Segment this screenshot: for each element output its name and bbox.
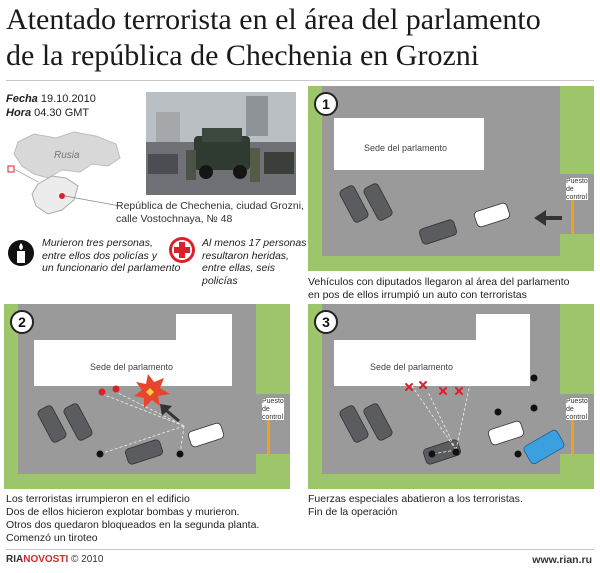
- panel-3: [308, 304, 594, 489]
- checkpoint-label-line: control: [566, 194, 588, 201]
- red-cross-icon: [168, 236, 196, 264]
- checkpoint-label: [262, 398, 284, 422]
- injured-stat: [202, 237, 306, 287]
- injured-line-1: Al menos 17 personas: [202, 237, 307, 249]
- address-line-2: calle Vostochnaya, № 48: [116, 213, 233, 225]
- caption-line: Fuerzas especiales abatieron a los terroristas.: [308, 493, 523, 505]
- date-label: Fecha: [6, 93, 38, 105]
- terrorist-marker: [177, 451, 184, 458]
- special-forces-marker: [453, 449, 460, 456]
- checkpoint-label-line: control: [566, 414, 588, 421]
- checkpoint-label-line: de: [566, 186, 574, 193]
- panel-2-caption: [6, 493, 259, 545]
- footer-brand: [6, 554, 103, 565]
- dead-marker: [99, 389, 106, 396]
- title-divider: [6, 80, 594, 81]
- special-forces-marker: [531, 375, 538, 382]
- step-number: 2: [10, 310, 34, 334]
- special-forces-marker: [531, 405, 538, 412]
- grozni-marker: [59, 193, 65, 199]
- site-url[interactable]: www.rian.ru: [532, 554, 592, 566]
- panel-3-caption: [308, 493, 523, 519]
- parliament-label: Sede del parlamento: [364, 143, 448, 153]
- page-title: [6, 2, 596, 74]
- date-line: [6, 93, 96, 106]
- injured-line-4: policías: [202, 274, 238, 287]
- copyright: © 2010: [71, 554, 104, 565]
- caption-line: Los terroristas irrumpieron en el edificio: [6, 493, 190, 505]
- dead-line-2: entre ellos dos policías y: [42, 249, 157, 262]
- time-value: 04.30 GMT: [34, 107, 90, 119]
- terrorist-marker: [97, 451, 104, 458]
- candle-icon: [8, 238, 34, 268]
- caption-line: Fin de la operación: [308, 506, 398, 518]
- caption-line: Otros dos quedaron bloqueados en la segunda planta.: [6, 519, 260, 531]
- checkpoint-label: [566, 398, 588, 422]
- special-forces-marker: [495, 409, 502, 416]
- checkpoint-label-line: Puesto: [262, 398, 284, 405]
- chechnya-locator-square: [8, 166, 14, 172]
- special-forces-marker: [515, 451, 522, 458]
- special-forces-marker: [429, 451, 436, 458]
- caption-line: Dos de ellos hicieron explotar bombas y murieron.: [6, 506, 240, 518]
- panel-1: [308, 86, 594, 271]
- checkpoint-label-line: de: [566, 406, 574, 413]
- injured-line-2: resultaron heridas,: [202, 249, 289, 262]
- time-label: Hora: [6, 107, 32, 119]
- checkpoint-label-line: de: [262, 406, 270, 413]
- step-number: 3: [314, 310, 338, 334]
- time-line: [6, 107, 89, 120]
- checkpoint-label-line: control: [262, 414, 284, 421]
- dead-line-3: un funcionario del parlamento: [42, 262, 181, 274]
- injured-line-3: entre ellas, seis: [202, 262, 275, 274]
- parliament-label: Sede del parlamento: [370, 362, 454, 372]
- dead-line-1: Murieron tres personas,: [42, 237, 153, 249]
- panel-1-caption: [308, 276, 570, 302]
- date-value: 19.10.2010: [40, 93, 96, 105]
- chechnya-region-shape: [32, 176, 78, 214]
- dead-stat: [42, 237, 180, 275]
- map-label: Rusia: [54, 150, 80, 161]
- title-line-1: Atentado terrorista en el área del parlamento: [6, 3, 541, 36]
- checkpoint-label: [566, 178, 588, 202]
- address-block: [116, 200, 306, 226]
- title-line-2: de la república de Chechenia en Grozni: [6, 39, 480, 72]
- dead-marker: [113, 386, 120, 393]
- brand-novosti: NOVOSTI: [23, 554, 69, 565]
- caption-line: en pos de ellos irrumpió un auto con terroristas: [308, 289, 527, 301]
- caption-line: Comenzó un tiroteo: [6, 532, 98, 544]
- checkpoint-label-line: Puesto: [566, 178, 588, 185]
- russia-map: [4, 130, 124, 225]
- address-line-1: República de Chechenia, ciudad Grozni,: [116, 200, 304, 212]
- footer-divider: [6, 549, 594, 550]
- caption-line: Vehículos con diputados llegaron al área del parlamento: [308, 276, 570, 288]
- brand-ria: RIA: [6, 554, 24, 565]
- parliament-label: Sede del parlamento: [90, 362, 174, 372]
- checkpoint-label-line: Puesto: [566, 398, 588, 405]
- panel-2: [4, 304, 290, 489]
- step-number: 1: [314, 92, 338, 116]
- scene-photo: [146, 92, 296, 195]
